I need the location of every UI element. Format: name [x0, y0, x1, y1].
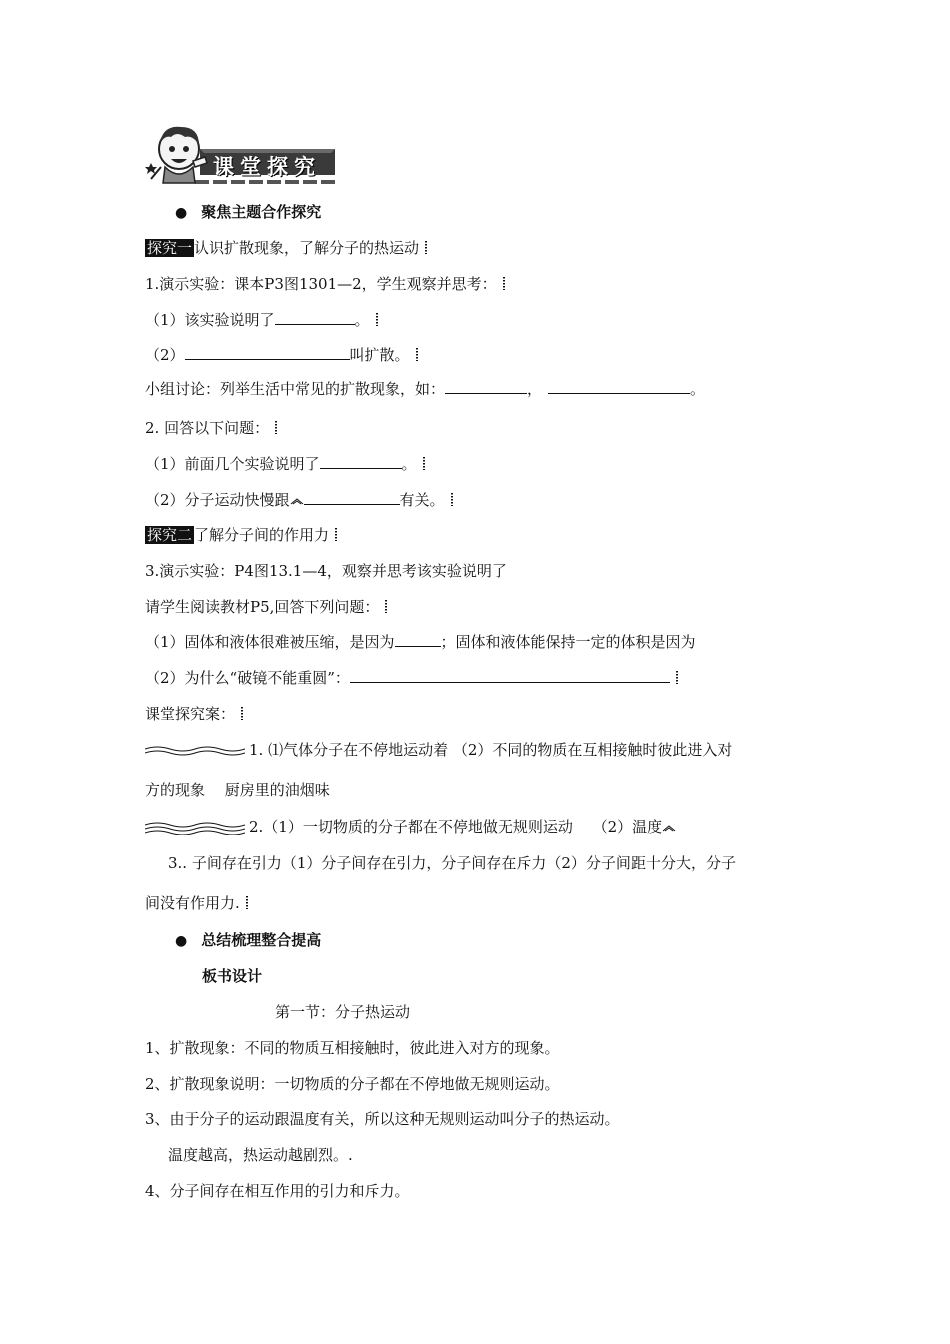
board-item: 4、分子间存在相互作用的引力和斥力。 [145, 1182, 410, 1200]
fill-blank[interactable] [395, 632, 441, 647]
answer-line [145, 817, 676, 837]
question-text: 3.演示实验：P4图13.1—4，观察并思考该实验说明了 [145, 562, 507, 580]
fill-blank[interactable] [304, 490, 400, 505]
section-header-graphic [145, 123, 340, 188]
question-line [145, 274, 505, 294]
answers-heading [145, 704, 243, 724]
dotted-mark [451, 493, 453, 506]
dotted-mark [425, 241, 427, 254]
dotted-mark [335, 528, 337, 541]
question-text: 叫扩散。 [349, 346, 410, 364]
board-item: 1、扩散现象：不同的物质互相接触时，彼此进入对方的现象。 [145, 1039, 560, 1057]
board-item: 3、由于分子的运动跟温度有关，所以这种无规则运动叫分子的热运动。 [145, 1110, 620, 1128]
caret-mark-icon [290, 497, 304, 505]
dotted-mark [376, 313, 378, 326]
answer-text: 3.. 子间存在引力（1）分子间存在引力，分子间存在斥力（2）分子间距十分大，分子 [168, 854, 736, 872]
dotted-mark [416, 348, 418, 361]
fill-blank[interactable] [548, 379, 690, 394]
question-text: （2）分子运动快慢跟 [145, 491, 290, 509]
fill-blank[interactable] [350, 668, 670, 683]
section-focus-heading [175, 202, 321, 223]
question-text: （1）该实验说明了 [145, 311, 275, 329]
bullet-icon: ● [175, 933, 188, 949]
question-text: 。 [401, 455, 417, 473]
caret-mark-icon [662, 824, 676, 832]
question-text: 请学生阅读教材P5,回答下列问题： [145, 598, 380, 616]
bullet-icon: ● [175, 205, 188, 221]
explore-text: 认识扩散现象，了解分子的热运动 [194, 239, 420, 257]
wavy-mark-icon [145, 821, 245, 835]
answers-title: 课堂探究案： [145, 705, 236, 723]
question-line [145, 345, 418, 365]
dotted-mark [275, 421, 277, 434]
question-text: ；固体和液体能保持一定的体积是因为 [440, 633, 696, 651]
header-title: 课堂探究 [213, 155, 321, 179]
answer-text: 2.（1）一切物质的分子都在不停地做无规则运动 （2）温度 [249, 818, 663, 836]
board-subtitle: 第一节：分子热运动 [275, 1003, 411, 1021]
question-line [145, 597, 387, 617]
question-line [145, 310, 378, 330]
question-text: 2. 回答以下问题： [145, 419, 270, 437]
question-text: 有关。 [399, 491, 445, 509]
explore-tag: 探究一 [147, 239, 193, 257]
fill-blank[interactable] [185, 345, 350, 360]
board-title: 板书设计 [202, 967, 263, 985]
dotted-mark [676, 671, 678, 684]
answer-text: 1. ⑴气体分子在不停地运动着 （2）不同的物质在互相接触时彼此进入对 [249, 741, 733, 759]
wavy-mark-icon [145, 744, 245, 758]
fill-blank[interactable] [320, 454, 402, 469]
question-line [145, 490, 453, 510]
question-text: （1）固体和液体很难被压缩，是因为 [145, 633, 395, 651]
section-summary-heading [175, 930, 321, 951]
question-line [145, 454, 425, 474]
section-title: 总结梳理整合提高 [201, 931, 322, 949]
question-line [145, 561, 507, 581]
dotted-mark [423, 457, 425, 470]
question-line [145, 668, 678, 688]
explore-tag: 探究二 [147, 526, 193, 544]
explore-text: 了解分子间的作用力 [194, 526, 330, 544]
question-line [145, 418, 277, 438]
question-text: 。 [690, 380, 706, 398]
dotted-mark [503, 277, 505, 290]
question-text: （2） [145, 346, 185, 364]
explore-one [145, 238, 427, 258]
question-text: （2）为什么“破镜不能重圆”： [145, 669, 350, 687]
board-item: 2、扩散现象说明：一切物质的分子都在不停地做无规则运动。 [145, 1075, 560, 1093]
answer-line [145, 740, 732, 760]
dotted-mark [241, 707, 243, 720]
question-text: 小组讨论：列举生活中常见的扩散现象，如： [145, 380, 446, 398]
question-text: ， [527, 380, 543, 398]
dotted-mark [246, 896, 248, 909]
fill-blank[interactable] [275, 310, 355, 325]
answer-text: 间没有作用力. [145, 894, 240, 912]
fill-blank[interactable] [445, 379, 527, 394]
answer-line [168, 853, 736, 873]
question-text: （1）前面几个实验说明了 [145, 455, 320, 473]
answer-line [145, 893, 248, 913]
question-text: 。 [354, 311, 370, 329]
answer-text: 方的现象 厨房里的油烟味 [145, 781, 330, 799]
question-line [145, 379, 705, 399]
explore-two [145, 525, 337, 545]
section-title: 聚焦主题合作探究 [201, 203, 322, 221]
dotted-mark [385, 600, 387, 613]
board-item: 温度越高，热运动越剧烈。. [168, 1146, 353, 1164]
question-line [145, 632, 696, 652]
answer-line [145, 780, 330, 800]
question-text: 1.演示实验：课本P3图1301—2，学生观察并思考： [145, 275, 497, 293]
